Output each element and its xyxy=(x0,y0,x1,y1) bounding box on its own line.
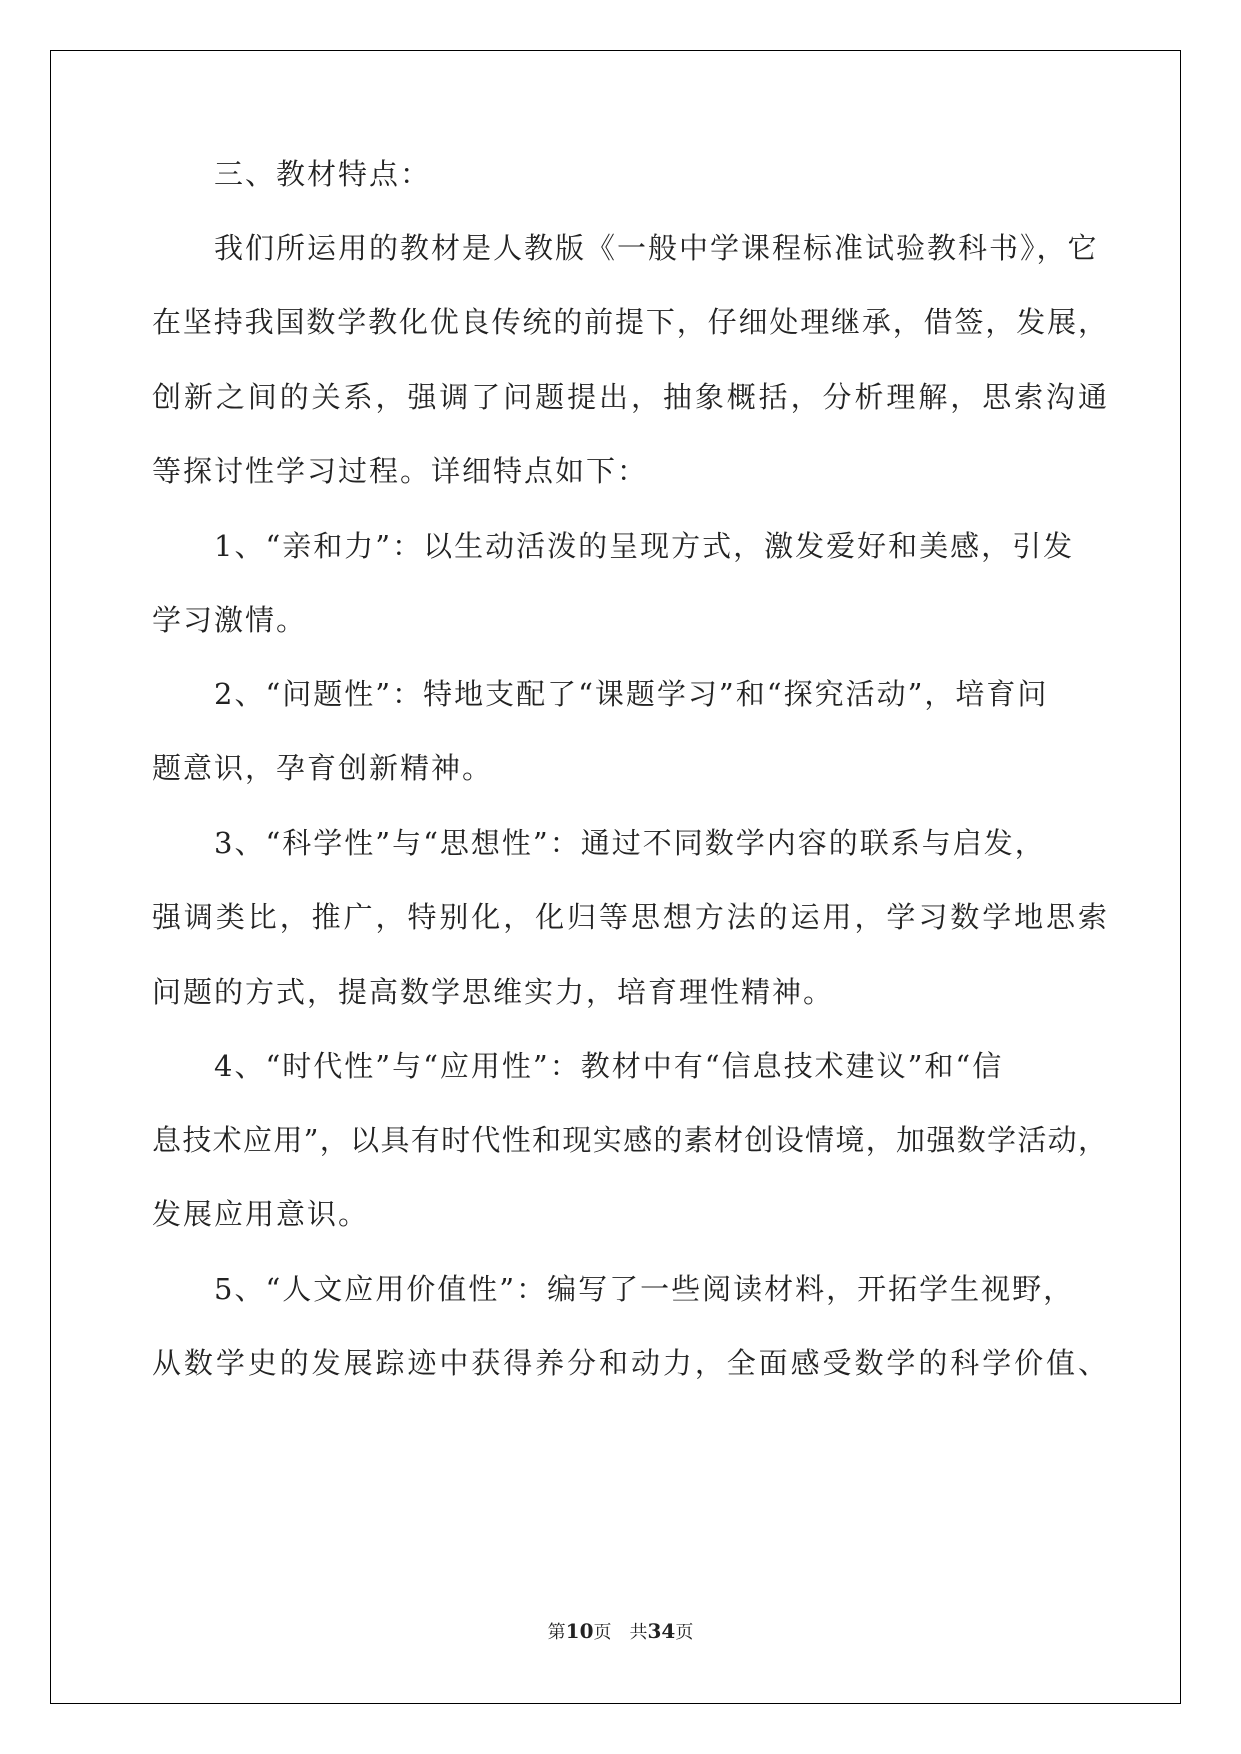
paragraph-line: 从数学史的发展踪迹中获得养分和动力，全面感受数学的科学价值、 xyxy=(152,1346,1107,1380)
paragraph-line: 息技术应用”，以具有时代性和现实感的素材创设情境，加强数学活动， xyxy=(152,1123,1107,1157)
paragraph-line: 在坚持我国数学教化优良传统的前提下，仔细处理继承，借签，发展， xyxy=(152,305,1107,339)
paragraph-line: 4、“时代性”与“应用性”：教材中有“信息技术建议”和“信 xyxy=(214,1049,1004,1083)
paragraph-line: 1、“亲和力”：以生动活泼的呈现方式，激发爱好和美感，引发 xyxy=(214,529,1075,563)
total-page-count: 34 xyxy=(647,1619,676,1643)
section-heading: 三、教材特点： xyxy=(214,157,432,191)
page-footer xyxy=(0,1618,1241,1644)
page-mid: 页 共 xyxy=(593,1622,648,1643)
paragraph-line: 强调类比，推广，特别化，化归等思想方法的运用，学习数学地思索 xyxy=(152,900,1107,934)
paragraph-line: 5、“人文应用价值性”：编写了一些阅读材料，开拓学生视野， xyxy=(214,1272,1075,1306)
page-border xyxy=(50,50,1181,1704)
paragraph-line: 问题的方式，提高数学思维实力，培育理性精神。 xyxy=(152,975,835,1009)
paragraph-line: 2、“问题性”：特地支配了“课题学习”和“探究活动”，培育问 xyxy=(214,677,1049,711)
paragraph-line: 题意识，孕育创新精神。 xyxy=(152,751,494,785)
paragraph-line: 创新之间的关系，强调了问题提出，抽象概括，分析理解，思索沟通 xyxy=(152,380,1107,414)
page-prefix: 第 xyxy=(547,1622,566,1643)
current-page-number: 10 xyxy=(565,1619,594,1643)
paragraph-line: 我们所运用的教材是人教版《一般中学课程标准试验教科书》，它 xyxy=(214,231,1099,265)
page-suffix: 页 xyxy=(675,1622,694,1643)
paragraph-line: 学习激情。 xyxy=(152,603,308,637)
paragraph-line: 等探讨性学习过程。详细特点如下： xyxy=(152,454,649,488)
paragraph-line: 发展应用意识。 xyxy=(152,1197,370,1231)
paragraph-line: 3、“科学性”与“思想性”：通过不同数学内容的联系与启发， xyxy=(214,826,1046,860)
